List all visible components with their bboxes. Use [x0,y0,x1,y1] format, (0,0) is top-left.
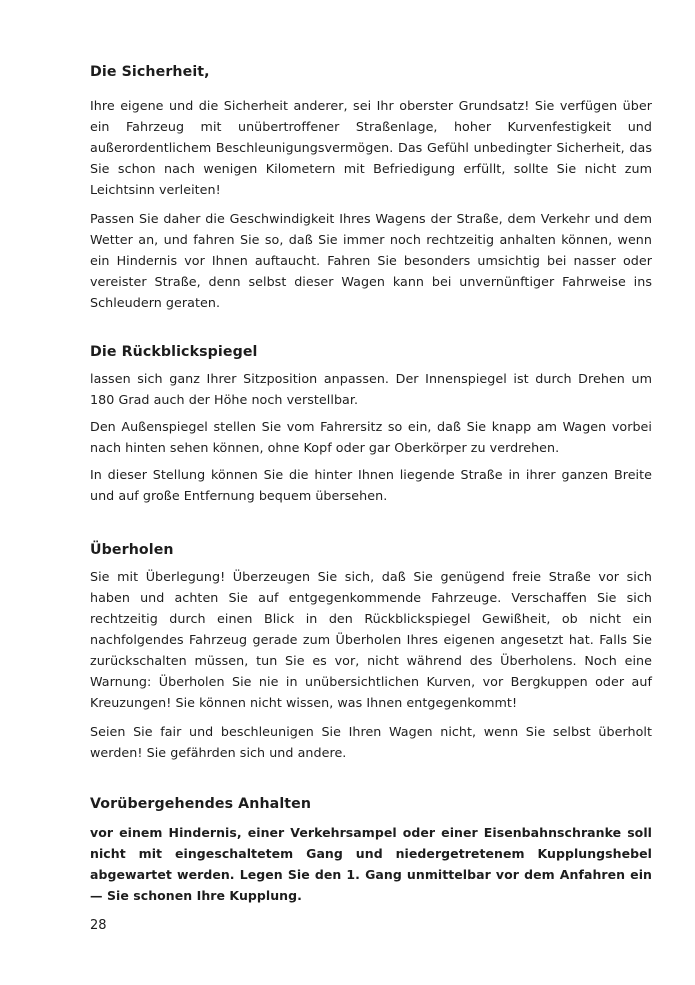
section-mirrors [90,342,652,506]
paragraph-mirrors-2: Den Außenspiegel stellen Sie vom Fahrersitz so ein, daß Sie knapp am Wagen vorbei nach hinten sehen können, ohne Kopf oder gar Oberkörper zu verdrehen. [90,419,652,455]
section-heading-mirrors: Die Rückblickspiegel [90,344,258,360]
section-stopping [90,794,652,906]
section-heading-stopping: Vorübergehendes Anhalten [90,796,312,812]
paragraph-mirrors-1: lassen sich ganz Ihrer Sitzposition anpassen. Der Innenspiegel ist durch Drehen um 180 Grad auch der Höhe noch verstellbar. [90,371,652,407]
paragraph-safety-1: Ihre eigene und die Sicherheit anderer, sei Ihr oberster Grundsatz! Sie verfügen über ein Fahrzeug mit unübertroffener Straßenlage, hoher Kurvenfestigkeit und außerordentlichem Beschleunigungsvermögen. Das Gefühl unbedingter Sicherheit, das Sie schon nach wenigen Kilometern mit Befriedigung erfüllt, sollte Sie nicht zum Leichtsinn verleiten! [90,98,652,197]
section-overtaking [90,540,652,763]
section-safety [90,62,652,313]
paragraph-safety-2: Passen Sie daher die Geschwindigkeit Ihres Wagens der Straße, dem Verkehr und dem Wetter an, und fahren Sie so, daß Sie immer noch rechtzeitig anhalten können, wenn ein Hindernis vor Ihnen auftaucht. Fahren Sie besonders umsichtig bei nasser oder vereister Straße, denn selbst dieser Wagen kann bei unvernünftiger Fahrweise ins Schleudern geraten. [90,211,652,310]
paragraph-overtaking-2: Seien Sie fair und beschleunigen Sie Ihren Wagen nicht, wenn Sie selbst überholt werden! Sie gefährden sich und andere. [90,724,652,760]
paragraph-mirrors-3: In dieser Stellung können Sie die hinter Ihnen liegende Straße in ihrer ganzen Breite und auf große Entfernung bequem übersehen. [90,467,652,503]
paragraph-overtaking-1: Sie mit Überlegung! Überzeugen Sie sich, daß Sie genügend freie Straße vor sich haben und achten Sie auf entgegenkommende Fahrzeuge. Verschaffen Sie sich rechtzeitig durch einen Blick in den Rückblickspiegel Gewißheit, ob nicht ein nachfolgendes Fahrzeug gerade zum Überholen Ihres eigenen angesetzt hat. Falls Sie zurückschalten müssen, tun Sie es vor, nicht während des Überholens. Noch eine Warnung: Überholen Sie nie in unübersichtlichen Kurven, vor Bergkuppen oder auf Kreuzungen! Sie können nicht wissen, was Ihnen entgegenkommt! [90,569,652,710]
page-number: 28 [90,918,107,933]
section-heading-safety: Die Sicherheit, [90,64,210,80]
section-heading-overtaking: Überholen [90,542,174,558]
paragraph-stopping-1: vor einem Hindernis, einer Verkehrsampel oder einer Eisenbahnschranke soll nicht mit eingeschaltetem Gang und niedergetretenem Kupplungshebel abgewartet werden. Legen Sie den 1. Gang unmittelbar vor dem Anfahren ein — Sie schonen Ihre Kupplung. [90,825,652,903]
